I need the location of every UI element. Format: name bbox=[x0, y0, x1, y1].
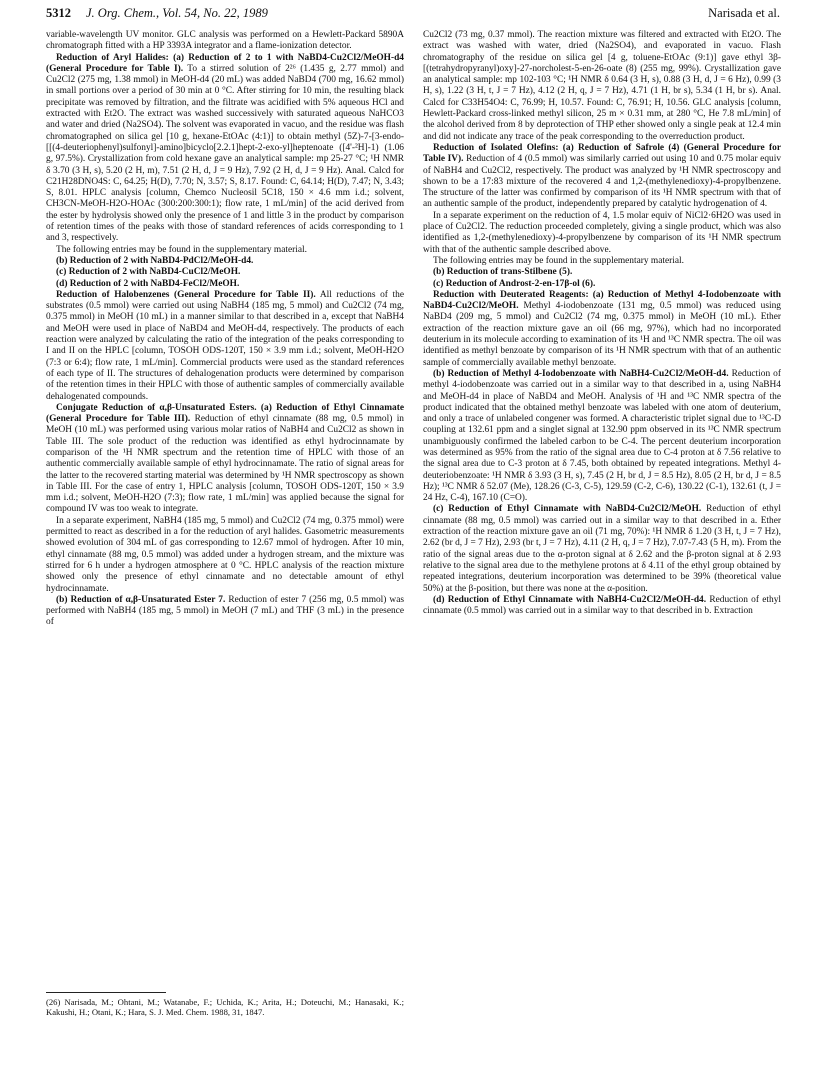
paragraph-heading: (c) Reduction of Androst-2-en-17β-ol (6). bbox=[433, 278, 596, 289]
paragraph-text: Cu2Cl2 (73 mg, 0.37 mmol). The reaction mixture was filtered and extracted with Et2O. The extract was washed with water, dried (Na2SO4), and evaporated in vacuo. Flash chromatography of the residue on silica gel [4 g, toluene-EtOAc (9:1)] gave ethyl 3β-[(tetrahydropyranyl)oxy]-27-norcholest-5-en-26-oate (8) (255 mg, 99%). Crystallization gave an analytical sample: mp 102-103 °C; ¹H NMR δ 0.64 (3 H, s), 0.88 (3 H, d, J = 6 Hz), 0.99 (3 H, s), 1.22 (3 H, t, J = 7 Hz), 4.12 (2 H, q, J = 7 Hz), 4.71 (1 H, br s), 5.34 (1 H, br s). Anal. Calcd for C33H54O4: C, 76.99; H, 10.57. Found: C, 76.91; H, 10.56. GLC analysis [column, Hewlett-Packard cross-linked methyl silicon, 25 m × 0.31 mm, at 280 °C, He 7.8 mL/min] of the alcohol derived from 8 by deprotection of THP ether showed only a single peak at 12.4 min and did not indicate any trace of the peak corresponding to the overreduction product. bbox=[423, 30, 781, 142]
right-paragraph bbox=[423, 30, 781, 143]
paragraph-heading: (b) Reduction of trans-Stilbene (5). bbox=[433, 267, 573, 278]
right-paragraph bbox=[423, 595, 781, 618]
paragraph-heading: (d) Reduction of Ethyl Cinnamate with NaBH4-Cu2Cl2/MeOH-d4. bbox=[433, 594, 707, 605]
right-paragraph bbox=[423, 369, 781, 505]
right-paragraph bbox=[423, 279, 781, 290]
left-column bbox=[46, 30, 404, 990]
paragraph-heading: (d) Reduction of 2 with NaBD4-FeCl2/MeOH. bbox=[56, 278, 240, 289]
journal-citation: J. Org. Chem., Vol. 54, No. 22, 1989 bbox=[86, 6, 268, 20]
paragraph-text: To a stirred solution of 2²⁶ (1.435 g, 2.77 mmol) and Cu2Cl2 (275 mg, 1.38 mmol) in MeOH-d4 (20 mL) was added NaBD4 (700 mg, 16.62 mmol) in small portions over a period of 30 min at 0 °C. After stirring for 10 min, the resulting black precipitate was removed by filtration, and the filtrate was acidified with 5% aqueous HCl and extracted with Et2O. The extract was washed successively with saturated aqueous NaHCO3 and water and dried (Na2SO4). The solvent was evaporated in vacuo, and the residue was flash chromatographed on silica gel [10 g, hexane-EtOAc (4:1)] to obtain methyl (5Z)-7-[3-endo-[[(4-deuteriophenyl)sulfonyl]-amino]bicyclo[2.2.1]hept-2-exo-yl]heptenoate ([4'-²H]-1) (1.06 g, 97.5%). Crystallization from cold hexane gave an analytical sample: mp 25-27 °C; ¹H NMR δ 3.70 (3 H, s), 5.20 (2 H, m), 7.51 (2 H, d, J = 9 Hz), 7.92 (2 H, d, J = 9 Hz). Anal. Calcd for C21H28DNO4S: C, 64.25; H(D), 7.70; N, 3.57; S, 8.17. Found: C, 64.14; H(D), 7.47; N, 3.43; S, 8.01. HPLC analysis [column, Chemco Nucleosil 5C18, 150 × 4.6 mm i.d.; solvent, CH3CN-MeOH-H2O-HOAc (300:200:300:1); flow rate, 1 mL/min] of the acid derived from the ester by hydrolysis showed only the presence of 1 and little 3 in the product by comparison of retention times of the peaks with those of standard references of acids corresponding to 1 and 3, respectively. bbox=[46, 63, 404, 244]
paragraph-heading: (c) Reduction of 2 with NaBD4-CuCl2/MeOH. bbox=[56, 267, 241, 278]
left-paragraph bbox=[46, 256, 404, 267]
paragraph-heading: Reduction of Isolated Olefins: (a) Reduction of Safrole (4) (General Procedure for Table IV). bbox=[423, 142, 781, 165]
paragraph-text: Reduction of ethyl cinnamate (0.5 mmol) was carried out in a similar way to that described in b. Extraction bbox=[423, 594, 782, 617]
paragraph-heading: Reduction with Deuterated Reagents: (a) Reduction of Methyl 4-Iodobenzoate with NaBD4-Cu2Cl2/MeOH. bbox=[423, 289, 781, 312]
paragraph-text: The following entries may be found in the supplementary material. bbox=[56, 244, 307, 255]
paragraph-heading: Conjugate Reduction of α,β-Unsaturated Esters. (a) Reduction of Ethyl Cinnamate (General Procedure for Table III). bbox=[46, 402, 404, 425]
left-paragraph bbox=[46, 290, 404, 403]
right-paragraph bbox=[423, 211, 781, 256]
paragraph-heading: (c) Reduction of Ethyl Cinnamate with NaBD4-Cu2Cl2/MeOH. bbox=[433, 504, 702, 515]
paragraph-text: variable-wavelength UV monitor. GLC analysis was performed on a Hewlett-Packard 5890A chromatograph fitted with a HP 3393A integrator and a flame-ionization detector. bbox=[46, 30, 404, 52]
left-paragraph bbox=[46, 403, 404, 516]
paragraph-text: In a separate experiment, NaBH4 (185 mg, 5 mmol) and Cu2Cl2 (74 mg, 0.375 mmol) were permitted to react as described in a for the reduction of aryl halides. Gasometric measurements showed evolution of 304 mL of gas corresponding to 12.67 mmol of hydrogen. After 10 min, ethyl cinnamate (88 mg, 0.5 mmol) was added under a hydrogen stream, and the mixture was stirred for 6 h under a hydrogen atmosphere at 0 °C. HPLC analysis of the reaction mixture showed only the presence of ethyl cinnamate and no detectable amount of ethyl hydrocinnamate. bbox=[46, 515, 404, 594]
left-paragraph bbox=[46, 516, 404, 595]
left-paragraph bbox=[46, 30, 404, 53]
paragraph-text: Reduction of ethyl cinnamate (88 mg, 0.5 mmol) was carried out in a similar way to that described in a. Ether extraction of the reaction mixture gave an oil (71 mg, 70%): ¹H NMR δ 1.20 (3 H, t, J = 7 Hz), 2.62 (br d, J = 7 Hz), 2.93 (br t, J = 7 Hz), 4.11 (2 H, q, J = 7 Hz), 7.07-7.43 (5 H, m). From the ratio of the signal areas due to the α-proton signal at δ 2.62 and the β-proton signal at δ 2.93 relative to the signal area due to the methylene protons at δ 4.11 of the ethyl group obtained by repeated integrations, deuterium incorporation was determined to be 39% (theoretical value 50%) at the β-position, but there was none at the α-position. bbox=[423, 504, 781, 594]
paragraph-heading: Reduction of Halobenzenes (General Procedure for Table II). bbox=[56, 289, 316, 300]
right-paragraph bbox=[423, 504, 781, 594]
paragraph-text: Reduction of 4 (0.5 mmol) was similarly carried out using 10 and 0.75 molar equiv of NaBH4 and Cu2Cl2, respectively. The product was analyzed by ¹H NMR spectroscopy and shown to be a 17:83 mixture of the recovered 4 and 1,2-(methylenedioxy)-4-propylbenzene. The structure of the latter was confirmed by comparison of its ¹H NMR spectrum with that of an authentic sample of the product, independently prepared by catalytic hydrogenation of 4. bbox=[423, 154, 782, 210]
left-paragraph bbox=[46, 267, 404, 278]
paragraph-text: All reductions of the substrates (0.5 mmol) were carried out using NaBH4 (185 mg, 5 mmol) and Cu2Cl2 (74 mg, 0.375 mmol) in MeOH (10 mL) in a manner similar to that described in a, except that NaBH4 and MeOH were used in place of NaBD4 and MeOH-d4, respectively. The products of each reaction were analyzed by calculating the ratio of the integration of the peaks corresponding to I and II on the HPLC [column, TOSOH ODS-120T, 150 × 3.9 mm i.d.; solvent, MeOH-H2O (7:3 or 6:4); flow rate, 1 mL/min]. Commercial products were used as the standard references of each type of II. The structures of dehalogenation products were determined by comparison of the retention times in their HPLC with those of authentic samples of commercially available dehalogenated compounds. bbox=[46, 289, 405, 402]
right-paragraph bbox=[423, 256, 781, 267]
footnote-rule bbox=[46, 992, 166, 993]
left-paragraph bbox=[46, 245, 404, 256]
right-paragraph bbox=[423, 143, 781, 211]
running-authors: Narisada et al. bbox=[708, 6, 780, 20]
left-paragraph bbox=[46, 279, 404, 290]
paragraph-text: Reduction of ester 7 (256 mg, 0.5 mmol) was performed with NaBH4 (185 mg, 5 mmol) in MeOH (7 mL) and THF (3 mL) in the presence of bbox=[46, 594, 404, 628]
running-header bbox=[46, 6, 780, 26]
paragraph-heading: (b) Reduction of Methyl 4-Iodobenzoate with NaBH4-Cu2Cl2/MeOH-d4. bbox=[433, 368, 729, 379]
paragraph-heading: (b) Reduction of α,β-Unsaturated Ester 7. bbox=[56, 594, 226, 605]
page-number: 5312 bbox=[46, 6, 71, 20]
footnote: (26) Narisada, M.; Ohtani, M.; Watanabe, F.; Uchida, K.; Arita, H.; Doteuchi, M.; Hanasaki, K.; Kakushi, H.; Otani, K.; Hara, S. J. Med. Chem. 1988, 31, 1847. bbox=[46, 997, 404, 1018]
paragraph-text: Reduction of methyl 4-iodobenzoate was carried out in a similar way to that described in a, using NaBH4 and MeOH-d4 in place of NaBD4 and MeOH. Analysis of ¹H and ¹³C NMR spectra of the product indicated that the obtained methyl benzoate was labeled with one atom of deuterium, and only a trace of unlabeled congener was formed. A characteristic triplet signal due to ¹³C-D coupling at 132.61 ppm and a singlet signal at 132.90 ppm observed in its ¹³C NMR spectrum unambiguously confirmed the labeled carbon to be C-4. The percent deuterium incorporation was determined as 95% from the ratio of the signal area due to C-4 proton at δ 7.56 relative to the signal area due to C-3 proton at δ 7.45, both obtained by repeated integrations. Methyl 4-deuteriobenzoate: ¹H NMR δ 3.93 (3 H, s), 7.45 (2 H, br d, J = 8.5 Hz), 8.05 (2 H, br d, J = 8.5 Hz); ¹³C NMR δ 52.07 (Me), 128.26 (C-3, C-5), 129.59 (C-2, C-6), 130.22 (C-1), 132.61 (t, J = 24 Hz, C-4), 167.10 (C=O). bbox=[423, 368, 781, 504]
paragraph-text: The following entries may be found in the supplementary material. bbox=[433, 255, 684, 266]
right-column bbox=[423, 30, 781, 1058]
left-paragraph bbox=[46, 53, 404, 245]
left-paragraph bbox=[46, 595, 404, 629]
paragraph-heading: Reduction of Aryl Halides: (a) Reduction of 2 to 1 with NaBD4-Cu2Cl2/MeOH-d4 (General Procedure for Table I). bbox=[46, 52, 404, 74]
right-paragraph bbox=[423, 290, 781, 369]
paragraph-text: In a separate experiment on the reduction of 4, 1.5 molar equiv of NiCl2·6H2O was used in place of Cu2Cl2. The reduction proceeded completely, giving a single product, which was also identified as 1,2-(methylenedioxy)-4-propylbenzene by comparison of its ¹H NMR spectrum with that of the authentic sample described above. bbox=[423, 210, 781, 255]
paragraph-text: Reduction of ethyl cinnamate (88 mg, 0.5 mmol) in MeOH (10 mL) was performed using various molar ratios of NaBH4 and Cu2Cl2 as shown in Table III. The sole product of the reduction was identified as ethyl hydrocinnamate by comparison of the ¹H NMR spectrum and the retention time of HPLC with those of an authentic commercially available sample of ethyl hydrocinnamate. The ratio of signal areas for the latter to the recovered starting material was determined by ¹H NMR spectroscopy as shown in Table III. For the case of entry 1, HPLC analysis [column, TOSOH ODS-120T, 150 × 3.9 mm i.d.; solvent, MeOH-H2O (7:3); flow rate, 1 mL/min] was applied because the signal for compound IV was too weak to integrate. bbox=[46, 414, 404, 515]
right-paragraph bbox=[423, 267, 781, 278]
paragraph-text: Methyl 4-iodobenzoate (131 mg, 0.5 mmol) was reduced using NaBD4 (209 mg, 5 mmol) and Cu2Cl2 (74 mg, 0.375 mmol) in MeOH (10 mL). Ether extraction of the reaction mixture gave an oil (66 mg, 97%), which had no incorporated deuterium in its molecule according to examination of its ¹H and ¹³C NMR spectra. The oil was identified as methyl benzoate by comparison of its ¹H NMR spectrum with that of an authentic sample of commercially available methyl benzoate. bbox=[423, 301, 781, 368]
paragraph-heading: (b) Reduction of 2 with NaBD4-PdCl2/MeOH-d4. bbox=[56, 255, 254, 266]
